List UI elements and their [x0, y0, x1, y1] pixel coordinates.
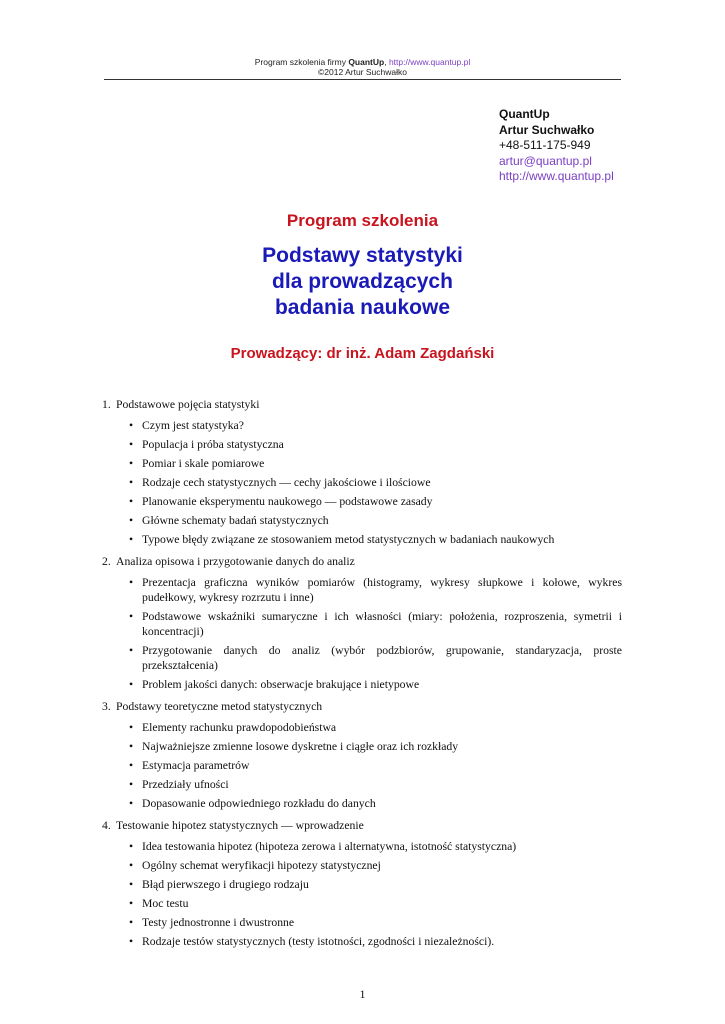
program-label: Program szkolenia — [286, 211, 439, 230]
list-item: • Rodzaje cech statystycznych — cechy jakościowe i ilościowe — [129, 476, 431, 489]
bullet-icon: • — [129, 740, 134, 753]
bullet-icon: • — [129, 610, 134, 623]
bullet-icon: • — [129, 644, 134, 657]
bullet-icon: • — [129, 916, 134, 929]
list-item: • Najważniejsze zmienne losowe dyskretne i ciągłe oraz ich rozkłady — [129, 740, 459, 753]
section-items — [116, 720, 622, 811]
lecturer: Prowadzący: dr inż. Adam Zagdański — [230, 345, 495, 362]
list-item: • Przedziały ufności — [129, 778, 229, 791]
bullet-icon: • — [129, 859, 134, 872]
list-item: • Idea testowania hipotez (hipoteza zerowa i alternatywna, istotność statystyczna) — [129, 840, 517, 853]
course-title-line: dla prowadzących — [272, 270, 453, 293]
contact-block — [499, 107, 614, 185]
header-separator: , — [384, 57, 389, 67]
header-prefix: Program szkolenia firmy — [254, 57, 349, 67]
header-copyright: ©2012 Artur Suchwałko — [318, 67, 407, 77]
bullet-icon: • — [129, 495, 134, 508]
header-url-link[interactable]: http://www.quantup.pl — [388, 57, 471, 67]
section-number: 2. — [102, 555, 111, 568]
list-item: • Planowanie eksperymentu naukowego — podstawowe zasady — [129, 495, 433, 508]
bullet-icon: • — [129, 678, 134, 691]
bullet-icon: • — [129, 840, 134, 853]
list-item: • Ogólny schemat weryfikacji hipotezy statystycznej — [129, 859, 381, 872]
list-item: • Podstawowe wskaźniki sumaryczne i ich własności (miary: położenia, rozproszenia, symetrii i koncentracji) — [129, 610, 622, 638]
list-item: • Estymacja parametrów — [129, 759, 250, 772]
list-item: • Elementy rachunku prawdopodobieństwa — [129, 721, 337, 734]
bullet-icon: • — [129, 457, 134, 470]
contact-name: Artur Suchwałko — [499, 122, 595, 137]
contact-company: QuantUp — [499, 107, 550, 121]
section-title: Podstawy teoretyczne metod statystycznych — [116, 700, 323, 713]
list-item: • Populacja i próba statystyczna — [129, 438, 284, 451]
contact-website-link[interactable]: http://www.quantup.pl — [499, 169, 614, 184]
section-items — [116, 575, 622, 692]
course-title-line: Podstawy statystyki — [262, 244, 463, 267]
bullet-icon: • — [129, 514, 134, 527]
list-item: • Pomiar i skale pomiarowe — [129, 457, 265, 470]
section — [102, 818, 622, 949]
bullet-icon: • — [129, 419, 134, 432]
list-item: • Prezentacja graficzna wyników pomiarów (histogramy, wykresy słupkowe i kołowe, wykres pudełkowy, wykresy rozrzutu i inne) — [129, 576, 622, 604]
list-item: • Przygotowanie danych do analiz (wybór podzbiorów, grupowanie, standaryzacja, proste przekształcenia) — [129, 644, 622, 672]
section-title: Podstawowe pojęcia statystyki — [116, 398, 260, 411]
page-number: 1 — [359, 987, 366, 1001]
section-number: 3. — [102, 700, 111, 713]
bullet-icon: • — [129, 797, 134, 810]
bullet-icon: • — [129, 576, 134, 589]
list-item: • Główne schematy badań statystycznych — [129, 514, 329, 527]
section-items — [116, 418, 622, 547]
list-item: • Typowe błędy związane ze stosowaniem metod statystycznych w badaniach naukowych — [129, 533, 555, 546]
section-items — [116, 839, 622, 949]
course-title — [0, 243, 725, 321]
list-item: • Dopasowanie odpowiedniego rozkładu do danych — [129, 797, 376, 810]
section-title: Testowanie hipotez statystycznych — wprowadzenie — [116, 819, 364, 832]
bullet-icon: • — [129, 878, 134, 891]
section — [102, 554, 622, 692]
header-brand: QuantUp — [348, 57, 385, 67]
section — [102, 699, 622, 811]
bullet-icon: • — [129, 721, 134, 734]
contact-phone: +48-511-175-949 — [499, 138, 591, 153]
list-item: • Testy jednostronne i dwustronne — [129, 916, 295, 929]
list-item: • Błąd pierwszego i drugiego rodzaju — [129, 878, 309, 891]
bullet-icon: • — [129, 759, 134, 772]
list-item: • Czym jest statystyka? — [129, 419, 244, 432]
program-outline — [102, 397, 622, 956]
header-rule — [104, 79, 621, 80]
section — [102, 397, 622, 547]
bullet-icon: • — [129, 935, 134, 948]
section-number: 1. — [102, 398, 111, 411]
bullet-icon: • — [129, 533, 134, 546]
list-item: • Rodzaje testów statystycznych (testy istotności, zgodności i niezależności). — [129, 935, 495, 948]
section-title: Analiza opisowa i przygotowanie danych do analiz — [116, 555, 355, 568]
contact-email-link[interactable]: artur@quantup.pl — [499, 153, 592, 168]
list-item: • Moc testu — [129, 897, 189, 910]
section-number: 4. — [102, 819, 111, 832]
list-item: • Problem jakości danych: obserwacje brakujące i nietypowe — [129, 678, 420, 691]
bullet-icon: • — [129, 476, 134, 489]
bullet-icon: • — [129, 438, 134, 451]
course-title-line: badania naukowe — [274, 296, 451, 319]
running-header — [0, 57, 725, 67]
bullet-icon: • — [129, 897, 134, 910]
bullet-icon: • — [129, 778, 134, 791]
